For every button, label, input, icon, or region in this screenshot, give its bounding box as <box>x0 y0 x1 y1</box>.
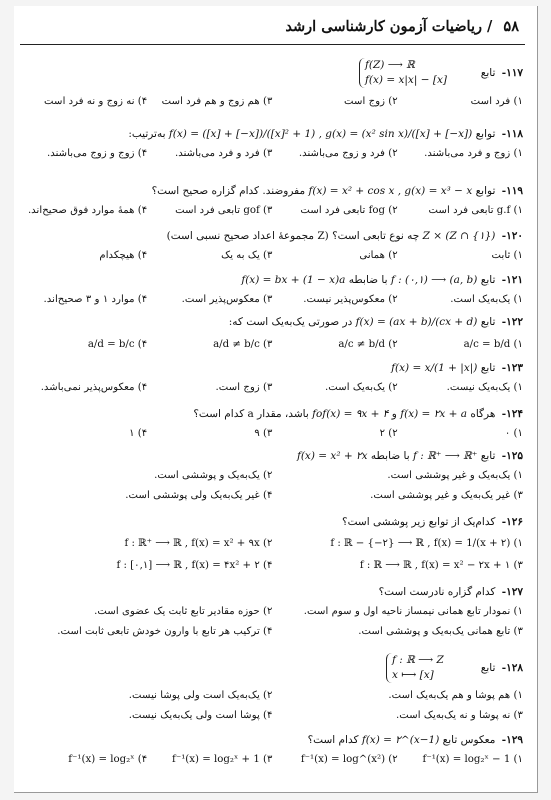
question-number: ۱۲۱- <box>501 274 523 286</box>
definition-line: x ⟼ [x] <box>392 669 434 681</box>
question-math: f : ℝ⁺ ⟶ ℝ⁺ <box>413 450 478 462</box>
question-number: ۱۲۸- <box>501 662 523 674</box>
option-1: ۱) g.f تابعی فرد است <box>428 205 523 216</box>
option-4: ۴) پوشا است ولی یک‌به‌یک نیست. <box>128 710 273 721</box>
question-text: کدام‌یک از توابع زیر پوششی است؟ <box>342 516 496 528</box>
option-1: ۱) یک‌به‌یک نیست. <box>446 382 523 393</box>
definition-line: f : ℝ ⟶ Z <box>392 654 444 666</box>
question-text: چه نوع تابعی است؟ (Z مجموعهٔ اعداد صحیح نسبی است) <box>166 230 420 242</box>
option-3: ۳) نه پوشا و نه یک‌به‌یک است. <box>396 710 523 721</box>
option-3: ۳) ۹ <box>254 428 273 439</box>
question-math: f(x) = ([x] + [−x])/([x]² + 1) , g(x) = (x² sin x)/([x] + [−x]) <box>168 128 473 140</box>
question-text: معکوس تابع <box>442 734 496 746</box>
question-tail: باشد، مقدار a کدام است؟ <box>193 408 309 420</box>
question-number: ۱۱۷- <box>501 67 523 79</box>
option-3: ۳) هم زوج و هم فرد است <box>161 96 273 107</box>
question-tail: با ضابطه <box>370 450 410 462</box>
option-1: ۱) f⁻¹(x) = log₂ˣ − 1 <box>422 754 523 765</box>
question-tail: مفروضند. کدام گزاره صحیح است؟ <box>151 185 306 197</box>
option-2: ۲) ۲ <box>379 428 398 439</box>
option-2: ۲) fog تابعی فرد است <box>300 205 398 216</box>
option-3: ۳) a/d ≠ b/c <box>213 339 273 350</box>
question-text: توابع <box>475 128 496 140</box>
option-2: ۲) f⁻¹(x) = log^(x²) <box>300 754 398 765</box>
question-math: Z × (Z ∩ {۱}) <box>422 230 496 242</box>
question-mid: و <box>391 408 397 420</box>
question-122 <box>14 312 537 358</box>
question-number: ۱۲۲- <box>501 316 523 328</box>
option-3: ۳) f⁻¹(x) = log₂ˣ + 1 <box>172 754 273 765</box>
option-1: ۱) a/c = b/d <box>463 339 523 350</box>
option-3: ۳) gof تابعی فرد است <box>175 205 273 216</box>
question-math-2: fof(x) = ۹x + ۴ <box>312 408 389 420</box>
option-4: ۴) ترکیب هر تابع با وارون خودش تابعی ثابت است. <box>57 626 273 637</box>
option-4: ۴) زوج و زوج می‌باشند. <box>47 148 148 159</box>
option-4: ۴) غیر یک‌به‌یک ولی پوششی است. <box>125 490 273 501</box>
book-title: / ریاضیات آزمون کارشناسی ارشد <box>285 18 493 35</box>
option-3: ۳) معکوس‌پذیر است. <box>181 294 273 305</box>
option-4: ۴) f⁻¹(x) = log₂ˣ <box>68 754 148 765</box>
question-121 <box>14 270 537 310</box>
question-text: تابع <box>480 316 496 328</box>
question-text: کدام گزاره نادرست است؟ <box>378 586 496 598</box>
question-math-2: f(x) = x² + ۲x <box>296 450 368 462</box>
option-2: ۲) یک‌به‌یک و پوششی است. <box>154 470 273 481</box>
question-math: f : (۰,۱) ⟶ (a, b) <box>390 274 478 286</box>
option-4: ۴) هیچکدام <box>99 250 148 261</box>
question-tail: با ضابطه <box>348 274 388 286</box>
question-text: تابع <box>480 67 496 79</box>
page-header <box>14 18 537 44</box>
question-math: f(x) = x/(1 + |x|) <box>391 362 478 374</box>
question-120 <box>14 226 537 266</box>
option-2: ۲) یک‌به‌یک است. <box>325 382 398 393</box>
question-124 <box>14 404 537 444</box>
question-number: ۱۲۶- <box>501 516 523 528</box>
option-4: ۴) نه زوج و نه فرد است <box>44 96 148 107</box>
function-definition-braces <box>359 58 447 88</box>
question-math: f(x) = (ax + b)/(cx + d) <box>355 316 478 328</box>
question-text: توابع <box>475 185 496 197</box>
question-number: ۱۲۷- <box>501 586 523 598</box>
question-text: هرگاه <box>470 408 496 420</box>
option-1: ۱) ۰ <box>504 428 523 439</box>
header-rule <box>20 44 525 45</box>
option-2: ۲) حوزه مقادیر تابع ثابت یک عضوی است. <box>94 606 273 617</box>
question-text: تابع <box>480 662 496 674</box>
question-math: f(x) = ۲x + a <box>400 408 467 420</box>
question-125 <box>14 446 537 506</box>
question-number: ۱۱۹- <box>501 185 523 197</box>
option-1: ۱) هم پوشا و هم یک‌به‌یک است. <box>388 690 523 701</box>
question-128 <box>14 650 537 726</box>
option-3: ۳) تابع همانی یک‌به‌یک و پوششی است. <box>358 626 523 637</box>
option-1: ۱) نمودار تابع همانی نیمساز ناحیه اول و سوم است. <box>303 606 523 617</box>
page-number: ۵۸ <box>503 18 519 35</box>
option-4: ۴) f : [۰,۱] ⟶ ℝ , f(x) = ۴x² + ۲ <box>116 560 273 571</box>
question-number: ۱۲۵- <box>501 450 523 462</box>
question-number: ۱۱۸- <box>501 128 523 140</box>
question-tail: به‌ترتیب: <box>128 128 166 140</box>
question-math: f(x) = x² + cos x , g(x) = x³ − x <box>308 185 473 197</box>
option-4: ۴) a/d = b/c <box>87 339 148 350</box>
question-number: ۱۲۳- <box>501 362 523 374</box>
option-1: ۱) یک‌به‌یک و غیر پوششی است. <box>387 470 523 481</box>
question-126 <box>14 512 537 576</box>
option-1: ۱) فرد است <box>470 96 523 107</box>
question-129 <box>14 730 537 770</box>
question-text: تابع <box>480 450 496 462</box>
question-tail: در صورتی یک‌به‌یک است که: <box>228 316 353 328</box>
question-119 <box>14 181 537 221</box>
option-3: ۳) f : ℝ ⟶ ℝ , f(x) = x² − ۲x + ۱ <box>359 560 523 571</box>
question-number: ۱۲۴- <box>501 408 523 420</box>
option-2: ۲) زوج است <box>344 96 398 107</box>
question-118 <box>14 124 537 164</box>
definition-line: f(Z) ⟶ ℝ <box>365 59 415 71</box>
question-127 <box>14 582 537 642</box>
question-text: تابع <box>480 362 496 374</box>
option-2: ۲) فرد و زوج می‌باشند. <box>298 148 398 159</box>
option-4: ۴) معکوس‌پذیر نمی‌باشد. <box>40 382 148 393</box>
option-2: ۲) یک‌به‌یک است ولی پوشا نیست. <box>128 690 273 701</box>
option-4: ۴) ۱ <box>129 428 148 439</box>
option-1: ۱) f : ℝ − {−۲} ⟶ ℝ , f(x) = 1/(x + ۲) <box>330 538 523 549</box>
definition-line: f(x) = x|x| − [x] <box>365 74 447 86</box>
option-2: ۲) f : ℝ⁺ ⟶ ℝ , f(x) = x² + ۹x <box>124 538 273 549</box>
question-tail: کدام است؟ <box>307 734 359 746</box>
option-4: ۴) موارد ۱ و ۳ صحیح‌اند. <box>43 294 148 305</box>
question-text: تابع <box>480 274 496 286</box>
option-3: ۳) زوج است. <box>215 382 273 393</box>
question-117 <box>14 54 537 112</box>
option-2: ۲) معکوس‌پذیر نیست. <box>303 294 398 305</box>
option-2: ۲) a/c ≠ b/d <box>338 339 398 350</box>
function-definition-braces <box>386 653 444 683</box>
question-123 <box>14 358 537 398</box>
option-1: ۱) ثابت <box>491 250 523 261</box>
question-math-2: f(x) = bx + (1 − x)a <box>241 274 346 286</box>
option-4: ۴) همهٔ موارد فوق صحیح‌اند. <box>27 205 148 216</box>
option-3: ۳) غیر یک‌به‌یک و غیر پوششی است. <box>370 490 523 501</box>
option-2: ۲) همانی <box>359 250 398 261</box>
option-3: ۳) یک به یک <box>221 250 273 261</box>
option-1: ۱) زوج و فرد می‌باشند. <box>424 148 523 159</box>
page <box>14 6 538 793</box>
question-math: f(x) = ۲^(x−1) <box>361 734 440 746</box>
question-number: ۱۲۹- <box>501 734 523 746</box>
question-number: ۱۲۰- <box>501 230 523 242</box>
option-3: ۳) فرد و فرد می‌باشند. <box>175 148 273 159</box>
option-1: ۱) یک‌به‌یک است. <box>450 294 523 305</box>
